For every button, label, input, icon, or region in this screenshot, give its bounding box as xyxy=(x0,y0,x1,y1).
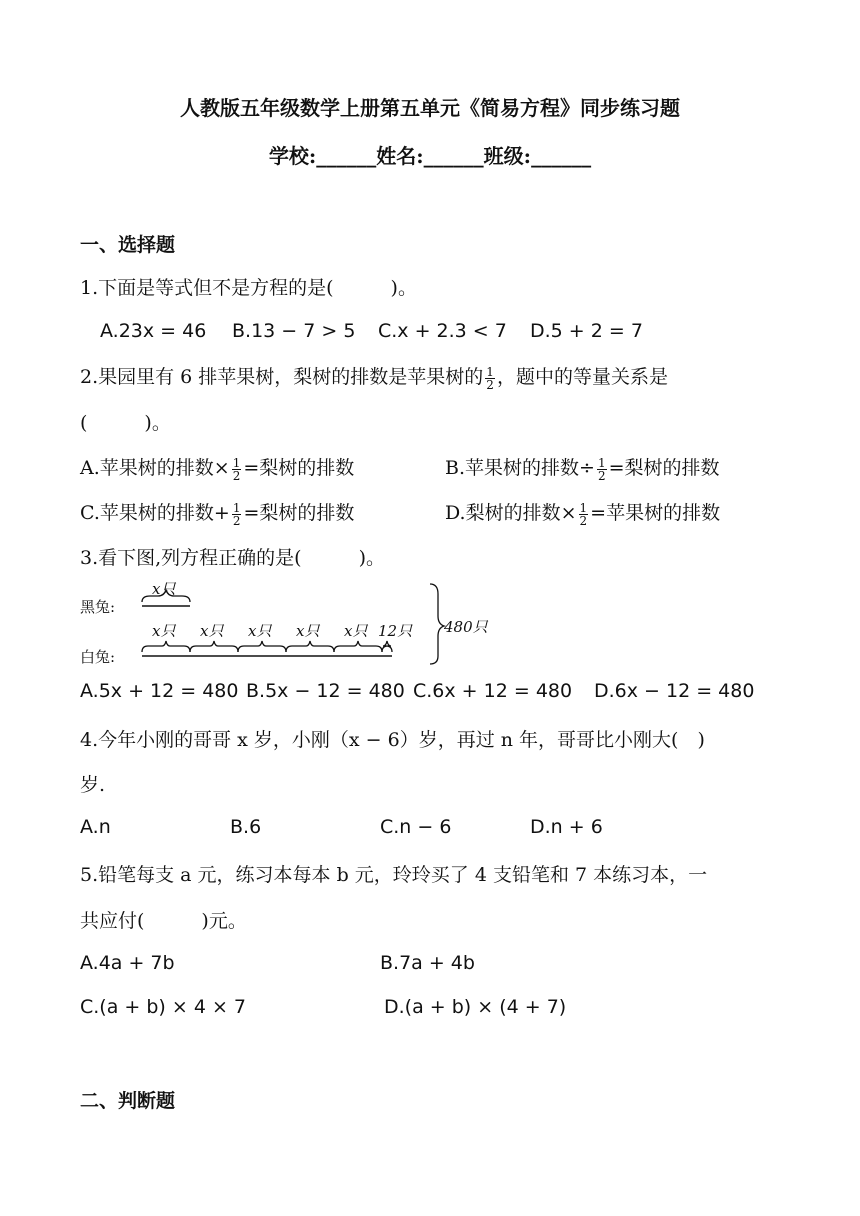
question-4-option-a: A.n xyxy=(80,816,111,838)
diagram-white-segment-label-2: x只 xyxy=(200,622,224,640)
question-3-stem: 3.看下图,列方程正确的是( )。 xyxy=(80,547,385,569)
question-1-stem: 1.下面是等式但不是方程的是( )。 xyxy=(80,277,417,299)
question-1-option-d: D.5 + 2 = 7 xyxy=(530,320,643,342)
question-3-option-b: B.5x − 12 = 480 xyxy=(246,680,405,702)
question-3-option-c: C.6x + 12 = 480 xyxy=(413,680,573,702)
question-5-option-b: B.7a + 4b xyxy=(380,952,475,974)
page-title: 人教版五年级数学上册第五单元《简易方程》同步练习题 xyxy=(180,96,680,120)
fraction-one-half: $\frac{1}{2}$ xyxy=(486,364,494,392)
diagram-black-label: 黑兔: xyxy=(80,598,116,616)
question-4-option-b: B.6 xyxy=(230,816,262,838)
question-2-stem xyxy=(80,362,668,391)
question-5-stem: 5.铅笔每支 a 元，练习本每本 b 元，玲玲买了 4 支铅笔和 7 本练习本，一 xyxy=(80,864,708,886)
diagram-white-segment-label-4: x只 xyxy=(296,622,320,640)
line-segment-diagram xyxy=(80,582,500,668)
section-heading-judgment: 二、判断题 xyxy=(80,1090,176,1112)
diagram-white-label: 白兔: xyxy=(80,648,116,666)
diagram-white-brace-1 xyxy=(142,641,190,652)
question-4-option-d: D.n + 6 xyxy=(530,816,603,838)
question-5-stem-line2: 共应付( )元。 xyxy=(80,910,247,932)
question-1-option-a: A.23x = 46 xyxy=(100,320,207,342)
section-heading-choice: 一、选择题 xyxy=(80,234,176,256)
question-4-option-c: C.n − 6 xyxy=(380,816,452,838)
question-5-option-c: C.(a + b) × 4 × 7 xyxy=(80,996,247,1018)
question-4-stem-line2: 岁. xyxy=(80,774,106,796)
question-1-option-c: C.x + 2.3 < 7 xyxy=(378,320,507,342)
diagram-white-brace-5 xyxy=(334,641,382,652)
question-2-stem-line2: ( )。 xyxy=(80,412,171,434)
question-3-option-a: A.5x + 12 = 480 xyxy=(80,680,239,702)
diagram-white-extra-label: 12只 xyxy=(378,622,413,640)
diagram-white-brace-2 xyxy=(190,641,238,652)
diagram-white-brace-extra xyxy=(382,641,392,652)
diagram-white-segment-label-5: x只 xyxy=(344,622,368,640)
question-4-stem: 4.今年小刚的哥哥 x 岁，小刚（x − 6）岁，再过 n 年，哥哥比小刚大( ) xyxy=(80,729,705,751)
diagram-white-segment-label-1: x只 xyxy=(152,622,176,640)
question-5-option-d: D.(a + b) × (4 + 7) xyxy=(384,996,567,1018)
question-2-option-d: D.梨树的排数× $\frac{1}{2}$ =苹果树的排数 xyxy=(445,500,721,528)
diagram-white-brace-4 xyxy=(286,641,334,652)
diagram-white-brace-3 xyxy=(238,641,286,652)
diagram-white-segment-label-3: x只 xyxy=(248,622,272,640)
question-2-option-b: B.苹果树的排数÷ $\frac{1}{2}$ =梨树的排数 xyxy=(445,455,720,483)
question-2-option-c: C.苹果树的排数+ $\frac{1}{2}$ =梨树的排数 xyxy=(80,500,355,528)
question-2-stem-post: ，题中的等量关系是 xyxy=(496,366,668,388)
diagram-total-label: 480只 xyxy=(444,618,488,636)
question-2-option-a: A.苹果树的排数× $\frac{1}{2}$ =梨树的排数 xyxy=(80,455,355,483)
question-5-option-a: A.4a + 7b xyxy=(80,952,175,974)
question-2-stem-pre: 2.果园里有 6 排苹果树，梨树的排数是苹果树的 xyxy=(80,366,484,388)
student-info-line: 学校:______姓名:______班级:______ xyxy=(268,144,592,168)
diagram-black-segment-label: x只 xyxy=(152,582,176,598)
diagram-total-brace xyxy=(430,584,444,664)
question-3-option-d: D.6x − 12 = 480 xyxy=(594,680,755,702)
question-1-option-b: B.13 − 7 > 5 xyxy=(232,320,356,342)
